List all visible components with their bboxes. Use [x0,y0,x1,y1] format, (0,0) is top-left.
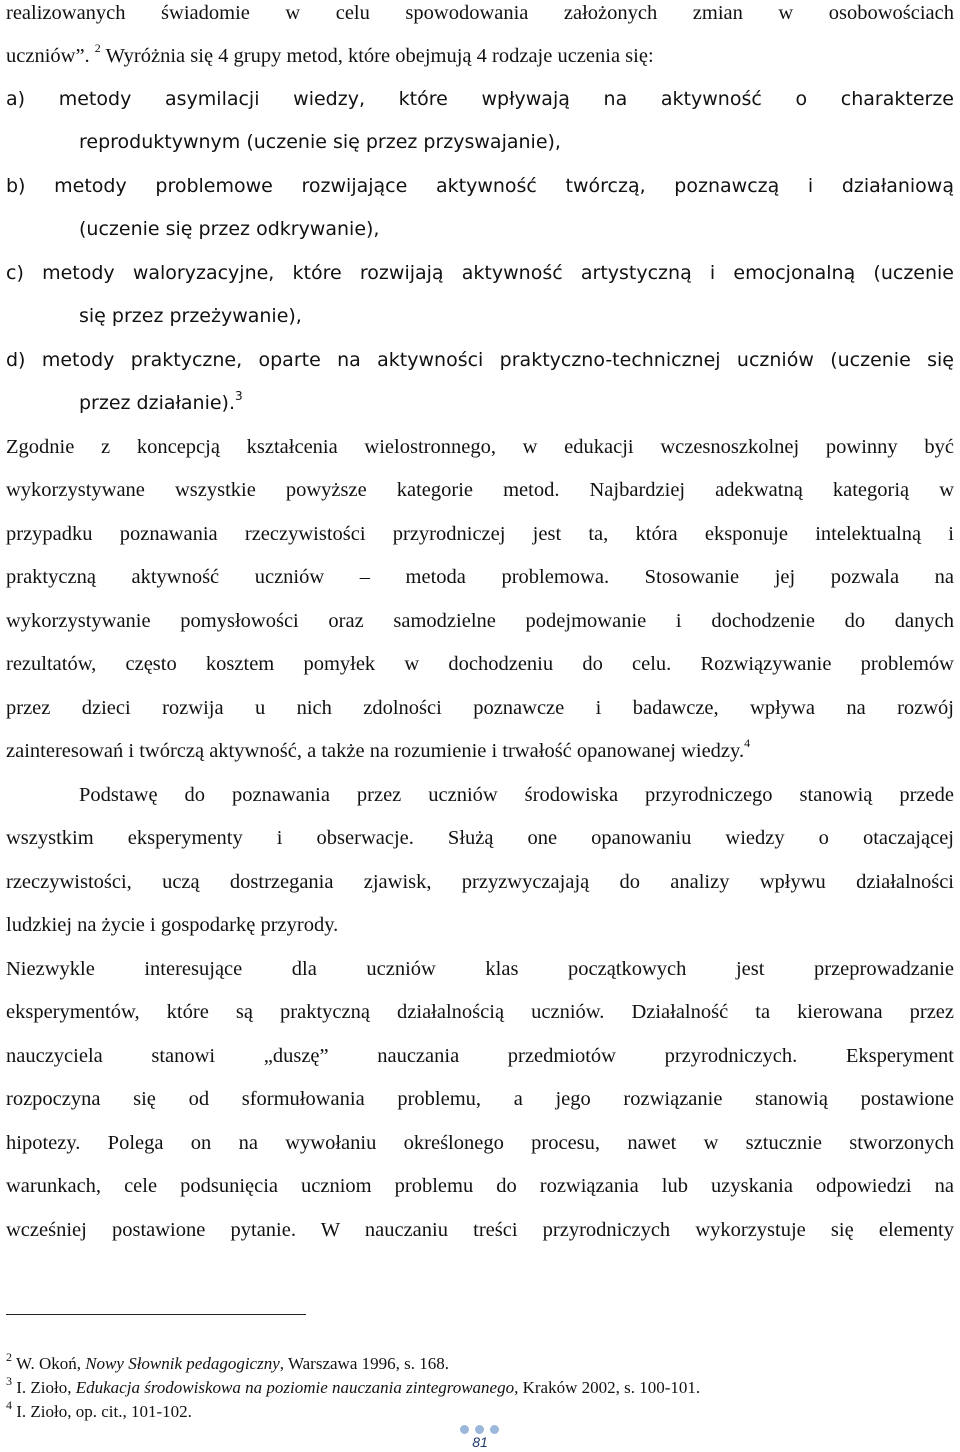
footnote-author: I. Zioło, [16,1378,76,1397]
methods-intro: Wyróżnia się 4 grupy metod, które obejmują 4 rodzaje uczenia się: [105,45,654,67]
footnote-number: 3 [6,1374,12,1389]
body-line: Zgodnie z koncepcją kształcenia wielostronnego, w edukacji wczesnoszkolnej powinny być [6,436,954,458]
body-line: nauczyciela stanowi „duszę” nauczania przedmiotów przyrodniczych. Eksperyment [6,1045,954,1067]
footnote-separator [6,1314,306,1315]
body-line: rezultatów, często kosztem pomyłek w dochodzeniu do celu. Rozwiązywanie problemów [6,653,954,675]
footnote-title: Edukacja środowiskowa na poziomie nauczania zintegrowanego [75,1378,515,1397]
ornament-dot [460,1425,469,1434]
footnote-ref: 2 [94,41,101,56]
footnote-ref: 4 [744,736,751,751]
body-line: hipotezy. Polega on na wywołaniu określonego procesu, nawet w sztucznie stworzonych [6,1132,954,1154]
ornament-dot [475,1425,484,1434]
list-item-d-cont [79,390,954,416]
body-line [6,43,954,69]
footnote-details: , Warszawa 1996, s. 168. [279,1354,449,1373]
body-line: Niezwykle interesujące dla uczniów klas początkowych jest przeprowadzanie [6,958,954,980]
body-line: wykorzystywane wszystkie powyższe kategorie metod. Najbardziej adekwatną kategorią w [6,479,954,501]
body-line: ludzkiej na życie i gospodarkę przyrody. [6,914,339,936]
body-line: wykorzystywanie pomysłowości oraz samodzielne podejmowanie i dochodzenie do danych [6,610,954,632]
body-line: praktyczną aktywność uczniów – metoda problemowa. Stosowanie jej pozwala na [6,566,954,588]
footnote-4 [6,1398,192,1422]
page-number: 81 [472,1434,488,1450]
list-item-c: c) metody waloryzacyjne, które rozwijają aktywność artystyczną i emocjonalną (uczenie [6,262,954,284]
footnote-text: I. Zioło, op. cit., 101-102. [16,1402,192,1421]
body-line: realizowanych świadomie w celu spowodowania założonych zmian w osobowościach [6,2,954,24]
body-line [6,738,954,764]
quote-end: uczniów”. [6,45,90,67]
body-line: wszystkim eksperymenty i obserwacje. Służą one opanowaniu wiedzy o otaczającej [6,827,954,849]
footnote-2 [6,1350,449,1374]
body-line: rozpoczyna się od sformułowania problemu, a jego rozwiązanie stanowią postawione [6,1088,954,1110]
list-item-c-cont: się przez przeżywanie), [79,305,302,327]
footnote-3 [6,1374,701,1398]
list-item-a: a) metody asymilacji wiedzy, które wpływają na aktywność o charakterze [6,88,954,110]
body-line: Podstawę do poznawania przez uczniów środowiska przyrodniczego stanowią przede [79,784,954,806]
list-item-b-cont: (uczenie się przez odkrywanie), [79,218,380,240]
body-line: rzeczywistości, uczą dostrzegania zjawisk, przyzwyczajają do analizy wpływu działalności [6,871,954,893]
body-line: przypadku poznawania rzeczywistości przyrodniczej jest ta, która eksponuje intelektualną i [6,523,954,545]
footnote-author: W. Okoń, [15,1354,86,1373]
footnote-details: , Kraków 2002, s. 100-101. [514,1378,701,1397]
footnote-number: 4 [6,1398,12,1413]
body-line: eksperymentów, które są praktyczną działalnością uczniów. Działalność ta kierowana przez [6,1001,954,1023]
list-item-b: b) metody problemowe rozwijające aktywność twórczą, poznawczą i działaniową [6,175,954,197]
list-item-a-cont: reproduktywnym (uczenie się przez przyswajanie), [79,131,561,153]
list-item-d-text: przez działanie). [79,392,236,414]
ornament-dot [490,1425,499,1434]
footnote-title: Nowy Słownik pedagogiczny [85,1354,280,1373]
footnote-ref: 3 [235,388,243,403]
body-line: przez dzieci rozwija u nich zdolności poznawcze i badawcze, wpływa na rozwój [6,697,954,719]
footnote-number: 2 [6,1350,12,1365]
paragraph-end: zainteresowań i twórczą aktywność, a także na rozumienie i trwałość opanowanej wiedzy. [6,740,745,762]
body-line: warunkach, cele podsunięcia uczniom problemu do rozwiązania lub uzyskania odpowiedzi na [6,1175,954,1197]
list-item-d: d) metody praktyczne, oparte na aktywności praktyczno-technicznej uczniów (uczenie się [6,349,954,371]
body-line: wcześniej postawione pytanie. W nauczaniu treści przyrodniczych wykorzystuje się elementy [6,1219,954,1241]
